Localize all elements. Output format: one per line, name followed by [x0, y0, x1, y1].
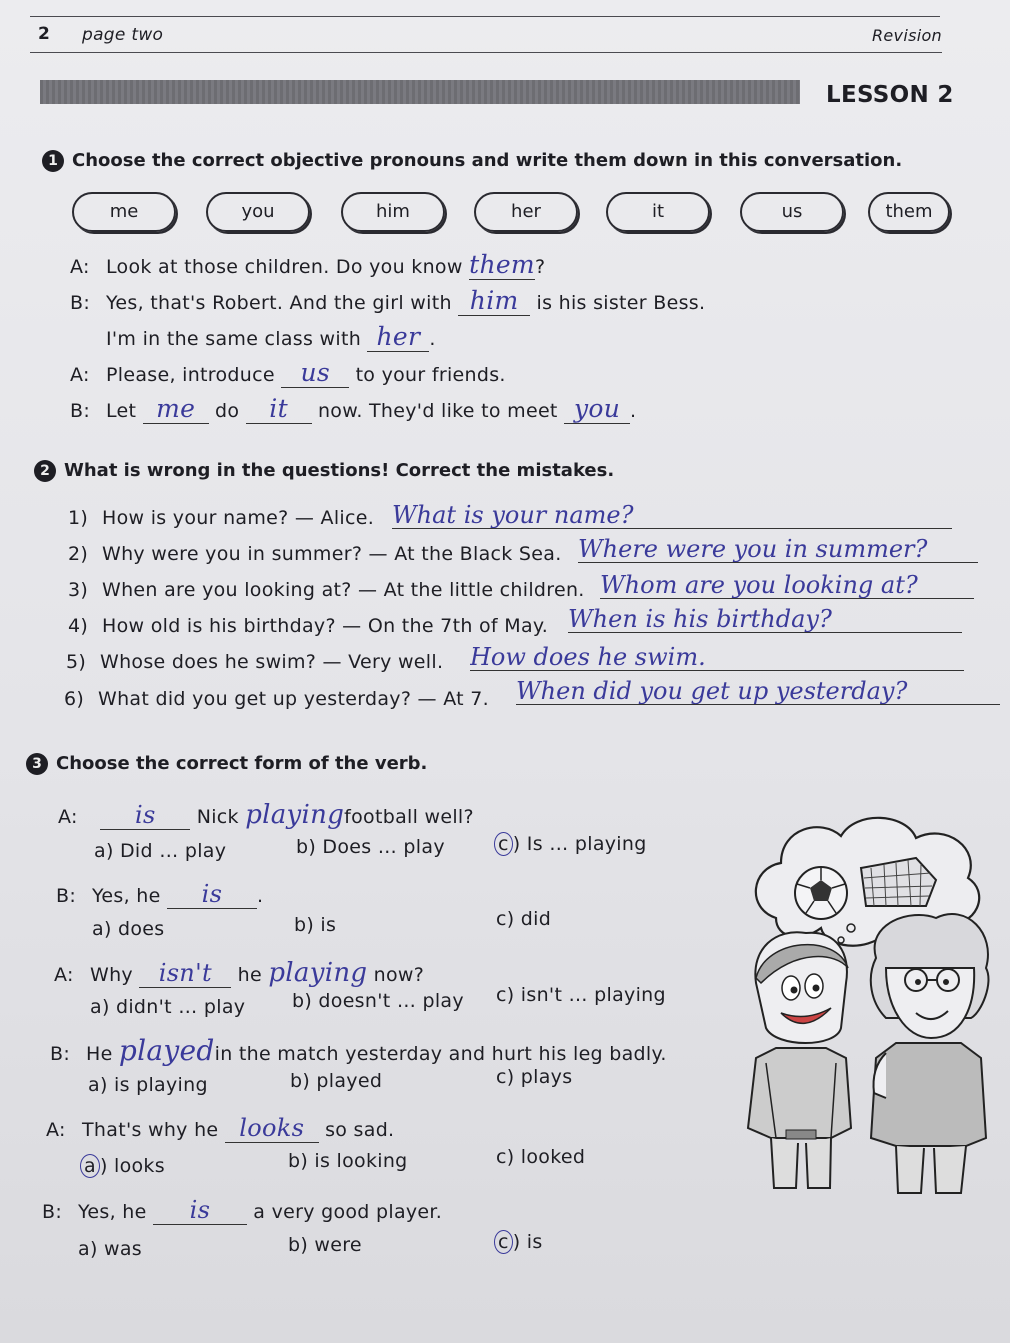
option-a: a) does [92, 918, 165, 940]
pronoun-option: it [606, 192, 710, 232]
option-b: b) doesn't … play [292, 990, 464, 1012]
line-text: That's why he [82, 1119, 219, 1141]
exercise-number-badge: 1 [42, 150, 64, 172]
pronoun-option: them [868, 192, 950, 232]
line-text: Nick [196, 806, 239, 828]
question-text: When are you looking at? — At the little children. [102, 579, 585, 601]
circled-choice: c [494, 1230, 513, 1254]
handwritten-answer: How does he swim. [470, 644, 964, 671]
dialogue-line [70, 286, 705, 316]
page-number: 2 [38, 24, 51, 44]
verb-question [50, 1034, 667, 1067]
section-label: Revision [872, 26, 942, 45]
option-a: a) was [78, 1238, 142, 1260]
page-label: page two [82, 25, 164, 45]
handwritten-answer: Where were you in summer? [578, 536, 978, 563]
handwritten-answer: When did you get up yesterday? [516, 678, 1000, 705]
handwritten-answer: us [281, 358, 349, 388]
option-b: b) is [294, 914, 337, 936]
option-a: a) is playing [88, 1074, 208, 1096]
pronoun-option: us [740, 192, 844, 232]
handwritten-answer: looks [225, 1114, 319, 1143]
option-b: b) played [290, 1070, 383, 1092]
boy-left-icon [748, 932, 851, 1188]
question-text: Whose does he swim? — Very well. [100, 651, 444, 673]
exercise-2-heading [34, 460, 614, 482]
handwritten-answer: it [246, 394, 312, 424]
question-item [68, 615, 548, 637]
verb-question [54, 958, 424, 988]
line-text: . [256, 885, 264, 907]
speaker-label: A: [70, 364, 90, 386]
pronoun-option: me [72, 192, 176, 232]
circled-choice: c [494, 832, 513, 856]
pronoun-option: her [474, 192, 578, 232]
speaker-label: A: [54, 964, 74, 986]
line-text: now. They'd like to meet [317, 400, 558, 422]
lesson-banner [40, 80, 800, 104]
dialogue-line [70, 394, 636, 424]
exercise-number-badge: 2 [34, 460, 56, 482]
option-c: c) plays [496, 1066, 573, 1088]
question-item [68, 543, 562, 565]
question-text: How is your name? — Alice. [102, 507, 375, 529]
line-text: Yes, that's Robert. And the girl with [106, 292, 452, 314]
option-c: c) isn't … playing [496, 984, 666, 1006]
line-text: Yes, he [92, 885, 161, 907]
option-c [494, 1230, 543, 1254]
handwritten-answer: is [153, 1196, 247, 1225]
exercise-3-heading [26, 753, 427, 775]
question-text: What did you get up yesterday? — At 7. [98, 688, 489, 710]
speaker-label: B: [50, 1043, 71, 1065]
handwritten-answer: is [167, 880, 257, 909]
verb-question [46, 1114, 394, 1143]
option-a [80, 1154, 165, 1178]
verb-question [42, 1196, 442, 1225]
speaker-label: B: [70, 400, 91, 422]
item-number: 4) [68, 615, 89, 637]
item-number: 5) [66, 651, 87, 673]
line-text: now? [373, 964, 425, 986]
line-text: ? [535, 256, 546, 278]
line-text: Let [106, 400, 137, 422]
option-text: ) Is … playing [512, 833, 647, 855]
option-c [494, 832, 647, 856]
boy-right-icon [871, 914, 989, 1193]
exercise-1-instruction: Choose the correct objective pronouns and write them down in this conversation. [72, 150, 903, 171]
option-a: a) Did … play [94, 840, 227, 862]
dialogue-line [106, 322, 436, 352]
handwritten-answer: playing [268, 958, 368, 988]
item-number: 2) [68, 543, 89, 565]
two-boys-illustration [736, 808, 996, 1198]
line-text: he [237, 964, 263, 986]
question-item [68, 507, 374, 529]
handwritten-answer: When is his birthday? [568, 606, 962, 633]
verb-question [56, 880, 263, 909]
exercise-2-instruction: What is wrong in the questions! Correct the mistakes. [64, 460, 615, 481]
verb-question [58, 800, 474, 830]
question-item [66, 651, 443, 673]
speaker-label: B: [42, 1201, 63, 1223]
handwritten-answer: What is your name? [392, 502, 952, 529]
handwritten-answer: isn't [139, 959, 231, 988]
line-text: so sad. [325, 1119, 395, 1141]
top-rule [30, 16, 940, 17]
speaker-label: B: [56, 885, 77, 907]
line-text: Please, introduce [106, 364, 275, 386]
speaker-label: B: [70, 292, 91, 314]
item-number: 3) [68, 579, 89, 601]
line-text: in the match yesterday and hurt his leg badly. [214, 1043, 667, 1065]
option-c: c) looked [496, 1146, 586, 1168]
line-text: . [429, 328, 436, 350]
question-item [68, 579, 585, 601]
exercise-1-heading [42, 150, 902, 172]
line-text: Yes, he [78, 1201, 147, 1223]
option-b: b) Does … play [296, 836, 445, 858]
option-b: b) were [288, 1234, 362, 1256]
item-number: 6) [64, 688, 85, 710]
item-number: 1) [68, 507, 89, 529]
dialogue-line [70, 358, 506, 388]
line-text: a very good player. [253, 1201, 443, 1223]
option-text: ) looks [99, 1155, 165, 1177]
handwritten-answer: playing [245, 800, 345, 830]
question-text: How old is his birthday? — On the 7th of May. [102, 615, 549, 637]
handwritten-answer: her [367, 322, 429, 352]
line-text: Look at those children. Do you know [106, 256, 463, 278]
pronoun-option: him [341, 192, 445, 232]
handwritten-answer: me [143, 394, 209, 424]
option-text: ) is [512, 1231, 543, 1253]
option-b: b) is looking [288, 1150, 408, 1172]
line-text: is his sister Bess. [536, 292, 706, 314]
line-text: Why [90, 964, 133, 986]
handwritten-answer: you [564, 394, 630, 424]
line-text: to your friends. [355, 364, 506, 386]
header-rule [30, 52, 942, 53]
question-text: Why were you in summer? — At the Black Sea. [102, 543, 562, 565]
soccer-ball-icon [795, 867, 847, 919]
lesson-title: LESSON 2 [826, 82, 954, 108]
line-text: I'm in the same class with [106, 328, 362, 350]
exercise-3-instruction: Choose the correct form of the verb. [56, 753, 428, 774]
circled-choice: a [80, 1154, 100, 1178]
option-a: a) didn't … play [90, 996, 246, 1018]
line-text: He [86, 1043, 113, 1065]
exercise-number-badge: 3 [26, 753, 48, 775]
line-text: do [214, 400, 240, 422]
option-c: c) did [496, 908, 552, 930]
question-item [64, 688, 489, 710]
handwritten-answer: is [100, 801, 190, 830]
pronoun-option: you [206, 192, 310, 232]
line-text: football well? [344, 806, 474, 828]
handwritten-answer: them [469, 250, 535, 279]
speaker-label: A: [46, 1119, 66, 1141]
line-text: . [630, 400, 637, 422]
speaker-label: A: [58, 806, 78, 828]
handwritten-answer: played [118, 1034, 215, 1067]
dialogue-line [70, 250, 545, 280]
handwritten-answer: Whom are you looking at? [600, 572, 974, 599]
speaker-label: A: [70, 256, 90, 278]
handwritten-answer: him [458, 286, 530, 316]
